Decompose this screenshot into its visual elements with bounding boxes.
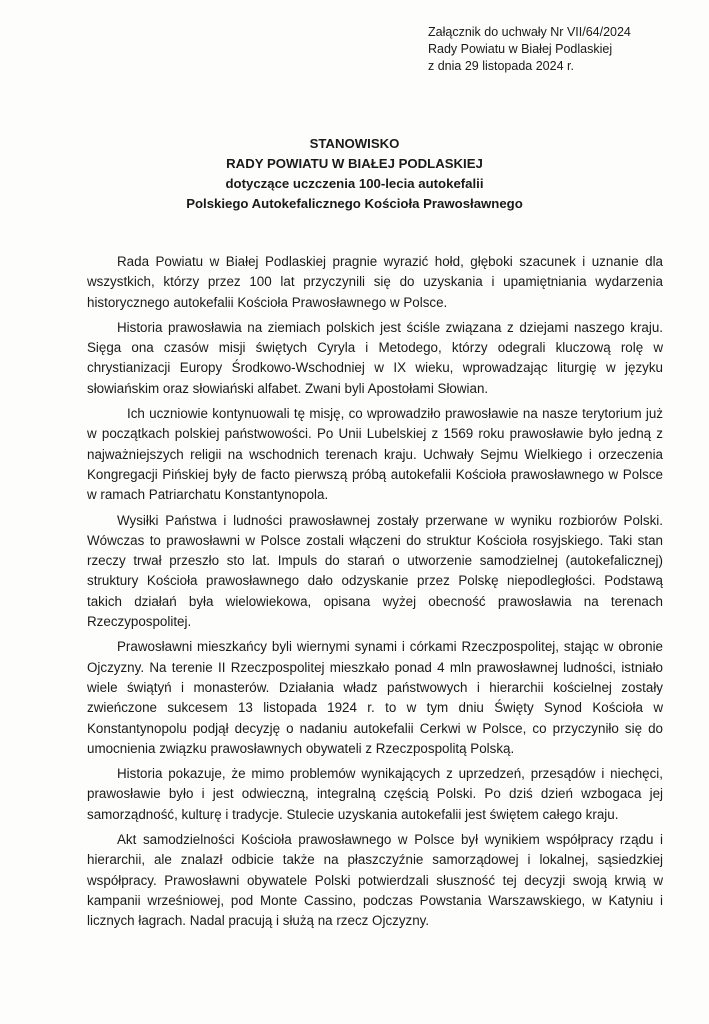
paragraph-2: Historia prawosławia na ziemiach polskich jest ściśle związana z dziejami naszego kraju. Sięga ona czasów misji świętych Cyryla i Metodego, którzy odegrali kluczową rolę w chrystianizacji Europy Środkowo-Wschodniej w IX wieku, wprowadzając liturgię w języku słowiańskim oraz słowiański alfabet. Zwani byli Apostołami Słowian. [87, 319, 663, 396]
paragraph-1: Rada Powiatu w Białej Podlaskiej pragnie wyrazić hołd, głęboki szacunek i uznanie dla wszystkich, którzy przez 100 lat przyczynili się do uzyskania i upamiętniania wydarzenia historycznego autokefalii Kościoła Prawosławnego w Polsce. [87, 254, 663, 310]
document-heading [0, 134, 709, 214]
heading-line-1: STANOWISKO [309, 136, 400, 151]
paragraph-5: Prawosławni mieszkańcy byli wiernymi synami i córkami Rzeczpospolitej, stając w obronie Ojczyzny. Na terenie II Rzeczpospolitej mieszkało ponad 4 mln prawosławnej ludności, istniało wiele świątyń i monasterów. Działania władz państwowych i hierarchii kościelnej zostały zwieńczone sukcesem 13 listopada 1924 r. to w tym dniu Święty Synod Kościoła w Konstantynopolu podjął decyzję o nadaniu autokefalii Cerkwi w Polsce, co przyczyniło się do umocnienia związku prawosławnych obywateli z Rzeczpospolitą Polską. [87, 639, 663, 756]
heading-line-4: Polskiego Autokefalicznego Kościoła Prawosławnego [186, 196, 523, 211]
paragraph-4: Wysiłki Państwa i ludności prawosławnej zostały przerwane w wyniku rozbiorów Polski. Wówczas to prawosławni w Polsce zostali włączeni do struktur Kościoła rosyjskiego. Taki stan rzeczy trwał przeszło sto lat. Impuls do starań o utworzenie samodzielnej (autokefalicznej) struktury Kościoła prawosławnego dało odzyskanie przez Polskę niepodległości. Podstawą takich działań była wielowiekowa, opisana wyżej obecność prawosławia na terenach Rzeczypospolitej. [87, 512, 663, 630]
attachment-note [428, 24, 698, 75]
attachment-line-3: z dnia 29 listopada 2024 r. [428, 59, 574, 73]
attachment-line-1: Załącznik do uchwały Nr VII/64/2024 [428, 25, 631, 39]
heading-line-2: RADY POWIATU W BIAŁEJ PODLASKIEJ [226, 156, 483, 171]
paragraph-3: Ich uczniowie kontynuowali tę misję, co wprowadziło prawosławie na nasze terytorium już w początkach polskiej państwowości. Po Unii Lubelskiej z 1569 roku prawosławie było jedną z najważniejszych religii na wschodnich terenach kraju. Uchwały Sejmu Wielkiego i orzeczenia Kongregacji Pińskiej były de facto pierwszą próbą autokefalii Kościoła prawosławnego w Polsce w ramach Patriarchatu Konstantynopola. [87, 406, 663, 503]
paragraph-6: Historia pokazuje, że mimo problemów wynikających z uprzedzeń, przesądów i niechęci, prawosławie było i jest odwieczną, integralną częścią Polski. Po dziś dzień wzbogaca jej samorządność, kulturę i tradycje. Stulecie uzyskania autokefalii jest świętem całego kraju. [87, 766, 663, 822]
attachment-line-2: Rady Powiatu w Białej Podlaskiej [428, 42, 613, 56]
heading-line-3: dotyczące uczczenia 100-lecia autokefalii [225, 176, 484, 191]
document-body [87, 252, 663, 937]
paragraph-7: Akt samodzielności Kościoła prawosławnego w Polsce był wynikiem współpracy rządu i hierarchii, ale znalazł odbicie także na płaszczyźnie samorządowej i lokalnej, sąsiedzkiej współpracy. Prawosławni obywatele Polski potwierdzali słuszność tej decyzji swoją krwią w kampanii wrześniowej, pod Monte Cassino, podczas Powstania Warszawskiego, w Katyniu i licznych łagrach. Nadal pracują i służą na rzecz Ojczyzny. [87, 832, 663, 929]
